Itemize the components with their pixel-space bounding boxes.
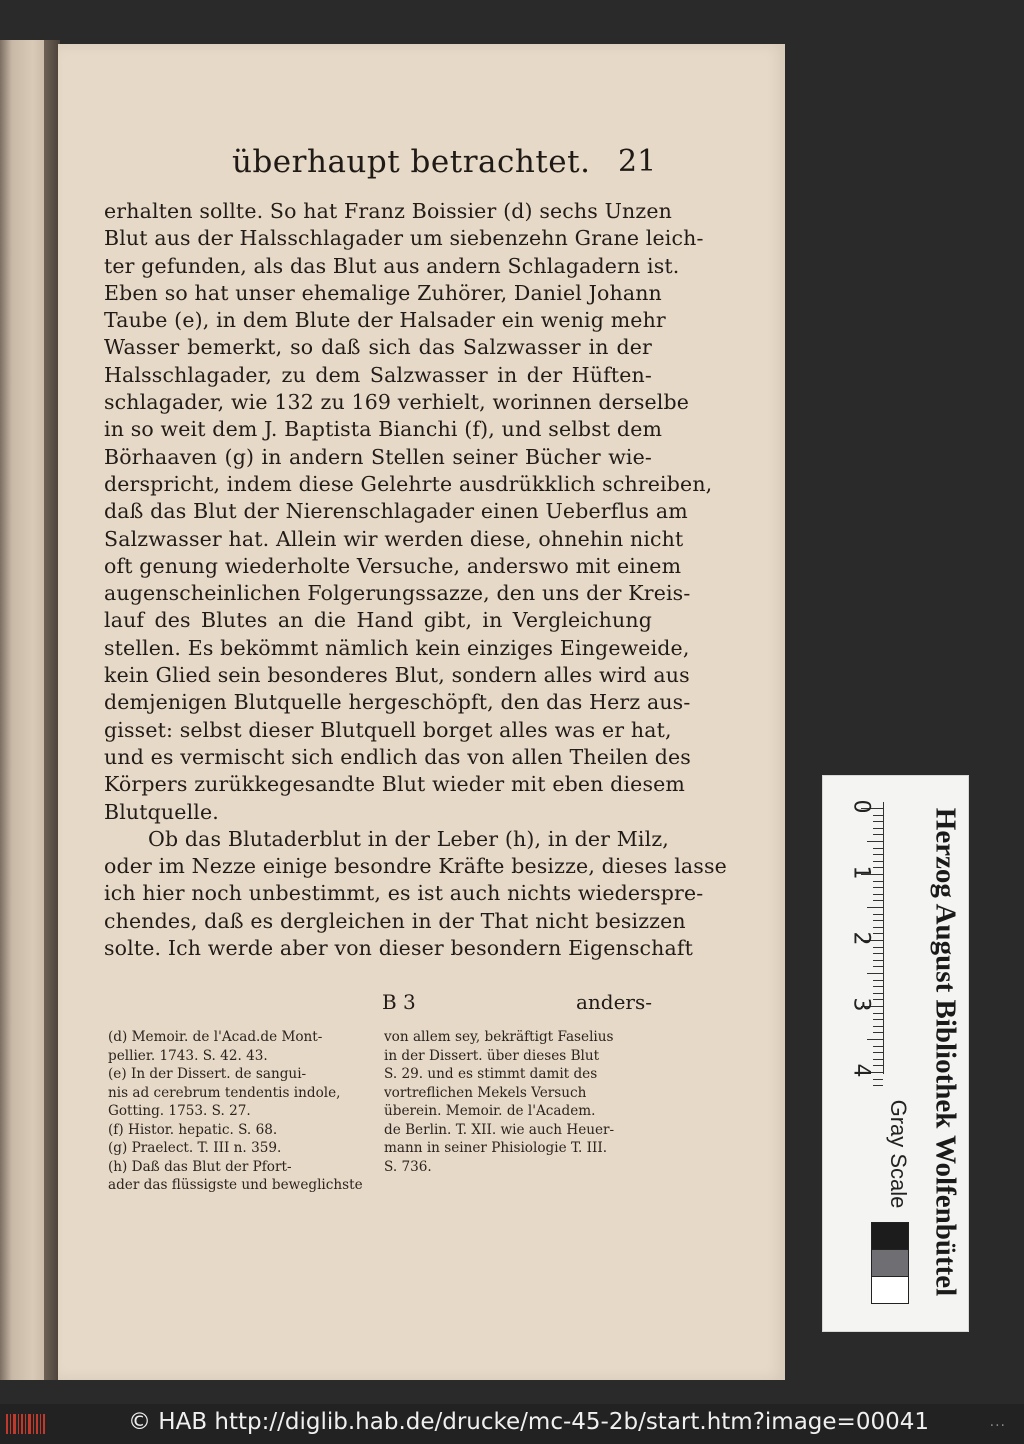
ruler-tick	[873, 828, 883, 829]
color-calibration-card	[822, 775, 969, 1332]
gray-scale-label-box	[883, 1094, 913, 1214]
ruler-tick	[873, 953, 883, 954]
text-line: solte. Ich werde aber von dieser besondern Eigenschaft	[104, 936, 694, 961]
footnote-line: S. 736.	[384, 1158, 432, 1175]
footnote-line: (d) Memoir. de l'Acad.de Mont-	[108, 1029, 323, 1045]
text-line: Blut aus der Halsschlagader um siebenzehn Grane leich-	[104, 226, 704, 251]
footnote-line: nis ad cerebrum tendentis indole,	[108, 1084, 341, 1101]
ruler-tick	[873, 986, 883, 987]
page-number: 21	[618, 144, 657, 179]
text-line: Taube (e), in dem Blute der Halsader ein wenig mehr	[104, 308, 666, 333]
footnote-line: (f) Histor. hepatic. S. 68.	[108, 1121, 278, 1138]
footnote-line: vortreflichen Mekels Versuch	[384, 1084, 587, 1101]
text-line: ter gefunden, als das Blut aus andern Schlagadern ist.	[104, 253, 680, 278]
ruler-tick	[873, 881, 883, 882]
text-line: lauf des Blutes an die Hand gibt, in Vergleichung	[104, 608, 652, 633]
text-line: schlagader, wie 132 zu 169 verhielt, worinnen derselbe	[104, 390, 690, 415]
text-line: und es vermischt sich endlich das von allen Theilen des	[104, 744, 691, 769]
ruler-tick	[873, 1052, 883, 1053]
text-line: Körpers zurükkegesandte Blut wieder mit eben diesem	[104, 772, 685, 797]
ruler-tick	[873, 1079, 883, 1080]
footnotes-left-column	[108, 1028, 374, 1195]
ruler-tick	[873, 914, 883, 915]
footnote-line: (g) Praelect. T. III n. 359.	[108, 1140, 282, 1156]
footnotes-right-column	[384, 1028, 650, 1176]
footer-menu-dots[interactable]: ...	[989, 1414, 1006, 1430]
text-line: demjenigen Blutquelle hergeschöpft, den das Herz aus-	[104, 690, 691, 715]
text-line: oft genung wiederholte Versuche, anderswo mit einem	[104, 553, 682, 578]
ruler-tick	[867, 841, 883, 842]
footnote-line: mann in seiner Phisiologie T. III.	[384, 1140, 608, 1156]
text-line: stellen. Es bekömmt nämlich kein einziges Eingeweide,	[104, 635, 690, 660]
ruler-tick	[873, 1059, 883, 1060]
ruler-tick	[867, 973, 883, 974]
ruler-tick	[873, 848, 883, 849]
card-title: Herzog August Bibliothek Wolfenbüttel	[929, 807, 962, 1297]
text-line: Börhaaven (g) in andern Stellen seiner Bücher wie-	[104, 444, 652, 469]
ruler-number: 4	[848, 1063, 874, 1078]
ruler-tick	[873, 867, 883, 868]
text-line: Halsschlagader, zu dem Salzwasser in der Hüften-	[104, 362, 652, 387]
ruler-tick	[873, 993, 883, 994]
footer-bar	[0, 1404, 1024, 1444]
ruler-number: 1	[848, 865, 874, 880]
ruler-tick	[873, 1013, 883, 1014]
footnote-line: S. 29. und es stimmt damit des	[384, 1066, 598, 1082]
running-head: überhaupt betrachtet.	[232, 144, 591, 180]
ruler-tick	[873, 947, 883, 948]
ruler-tick	[873, 927, 883, 928]
text-line: Eben so hat unser ehemalige Zuhörer, Daniel Johann	[104, 280, 662, 305]
footnote-line: ader das flüssigste und beweglichste	[108, 1177, 363, 1193]
text-line: Blutquelle.	[104, 799, 219, 824]
text-line: derspricht, indem diese Gelehrte ausdrükklich schreiben,	[104, 471, 713, 496]
ruler-tick	[873, 966, 883, 967]
signature-line	[104, 990, 652, 1017]
ruler-tick	[873, 999, 883, 1000]
footnote-line: de Berlin. T. XII. wie auch Heuer-	[384, 1121, 615, 1138]
body-text	[104, 198, 727, 962]
ruler-tick	[873, 894, 883, 895]
ruler-tick	[873, 854, 883, 855]
footnote-line: in der Dissert. über dieses Blut	[384, 1047, 600, 1064]
ruler-tick	[873, 1085, 883, 1086]
ruler	[831, 788, 887, 1088]
ruler-tick	[867, 1039, 883, 1040]
footnote-line: (e) In der Dissert. de sangui-	[108, 1066, 307, 1082]
text-line: Wasser bemerkt, so daß sich das Salzwasser in der	[104, 335, 652, 360]
card-title-box	[927, 792, 963, 1312]
ruler-tick	[873, 861, 883, 862]
text-line: daß das Blut der Nierenschlagader einen Ueberflus am	[104, 499, 688, 524]
ruler-tick	[873, 1046, 883, 1047]
ruler-tick	[873, 960, 883, 961]
footnote-line: (h) Daß das Blut der Pfort-	[108, 1158, 292, 1175]
barcode-icon	[6, 1412, 46, 1436]
ruler-tick	[873, 1065, 883, 1066]
signature-mark: B 3	[382, 990, 416, 1014]
text-line: augenscheinlichen Folgerungssazze, den uns der Kreis-	[104, 581, 691, 606]
ruler-tick	[873, 1019, 883, 1020]
ruler-tick	[873, 920, 883, 921]
text-line: gisset: selbst dieser Blutquell borget alles was er hat,	[104, 717, 672, 742]
catchword: anders-	[575, 990, 652, 1014]
text-line: chendes, daß es dergleichen in der That nicht besizzen	[104, 908, 686, 933]
text-line: ich hier noch unbestimmt, es ist auch nichts wiederspre-	[104, 881, 704, 906]
footnote-line: Gotting. 1753. S. 27.	[108, 1103, 251, 1119]
ruler-number: 0	[848, 799, 874, 814]
ruler-tick	[867, 907, 883, 908]
ruler-tick	[873, 933, 883, 934]
ruler-tick	[873, 887, 883, 888]
gray-scale-label: Gray Scale	[886, 1099, 911, 1209]
gray-swatch-dark	[871, 1222, 909, 1250]
ruler-number: 3	[848, 997, 874, 1012]
text-line: kein Glied sein besonderes Blut, sondern alles wird aus	[104, 663, 690, 688]
ruler-tick	[873, 834, 883, 835]
text-line: Salzwasser hat. Allein wir werden diese, ohnehin nicht	[104, 526, 684, 551]
ruler-tick	[873, 1032, 883, 1033]
text-line: oder im Nezze einige besondre Kräfte besizze, dieses lasse	[104, 854, 727, 879]
ruler-number: 2	[848, 931, 874, 946]
text-line: in so weit dem J. Baptista Bianchi (f), und selbst dem	[104, 417, 663, 442]
text-line: erhalten sollte. So hat Franz Boissier (d) sechs Unzen	[104, 199, 672, 223]
footnote-line: überein. Memoir. de l'Academ.	[384, 1103, 596, 1119]
gray-swatch-light	[871, 1276, 909, 1304]
ruler-baseline	[883, 802, 884, 1074]
footnote-line: von allem sey, bekräftigt Faselius	[384, 1029, 614, 1045]
ruler-tick	[873, 900, 883, 901]
footer-copyright-url[interactable]: © HAB http://diglib.hab.de/drucke/mc-45-2b/start.htm?image=00041	[128, 1409, 929, 1435]
ruler-tick	[873, 1026, 883, 1027]
ruler-tick	[873, 980, 883, 981]
gray-swatch-mid	[871, 1249, 909, 1277]
footnote-line: pellier. 1743. S. 42. 43.	[108, 1047, 268, 1064]
ruler-tick	[873, 815, 883, 816]
ruler-tick	[873, 821, 883, 822]
text-line: Ob das Blutaderblut in der Leber (h), in der Milz,	[148, 826, 669, 851]
